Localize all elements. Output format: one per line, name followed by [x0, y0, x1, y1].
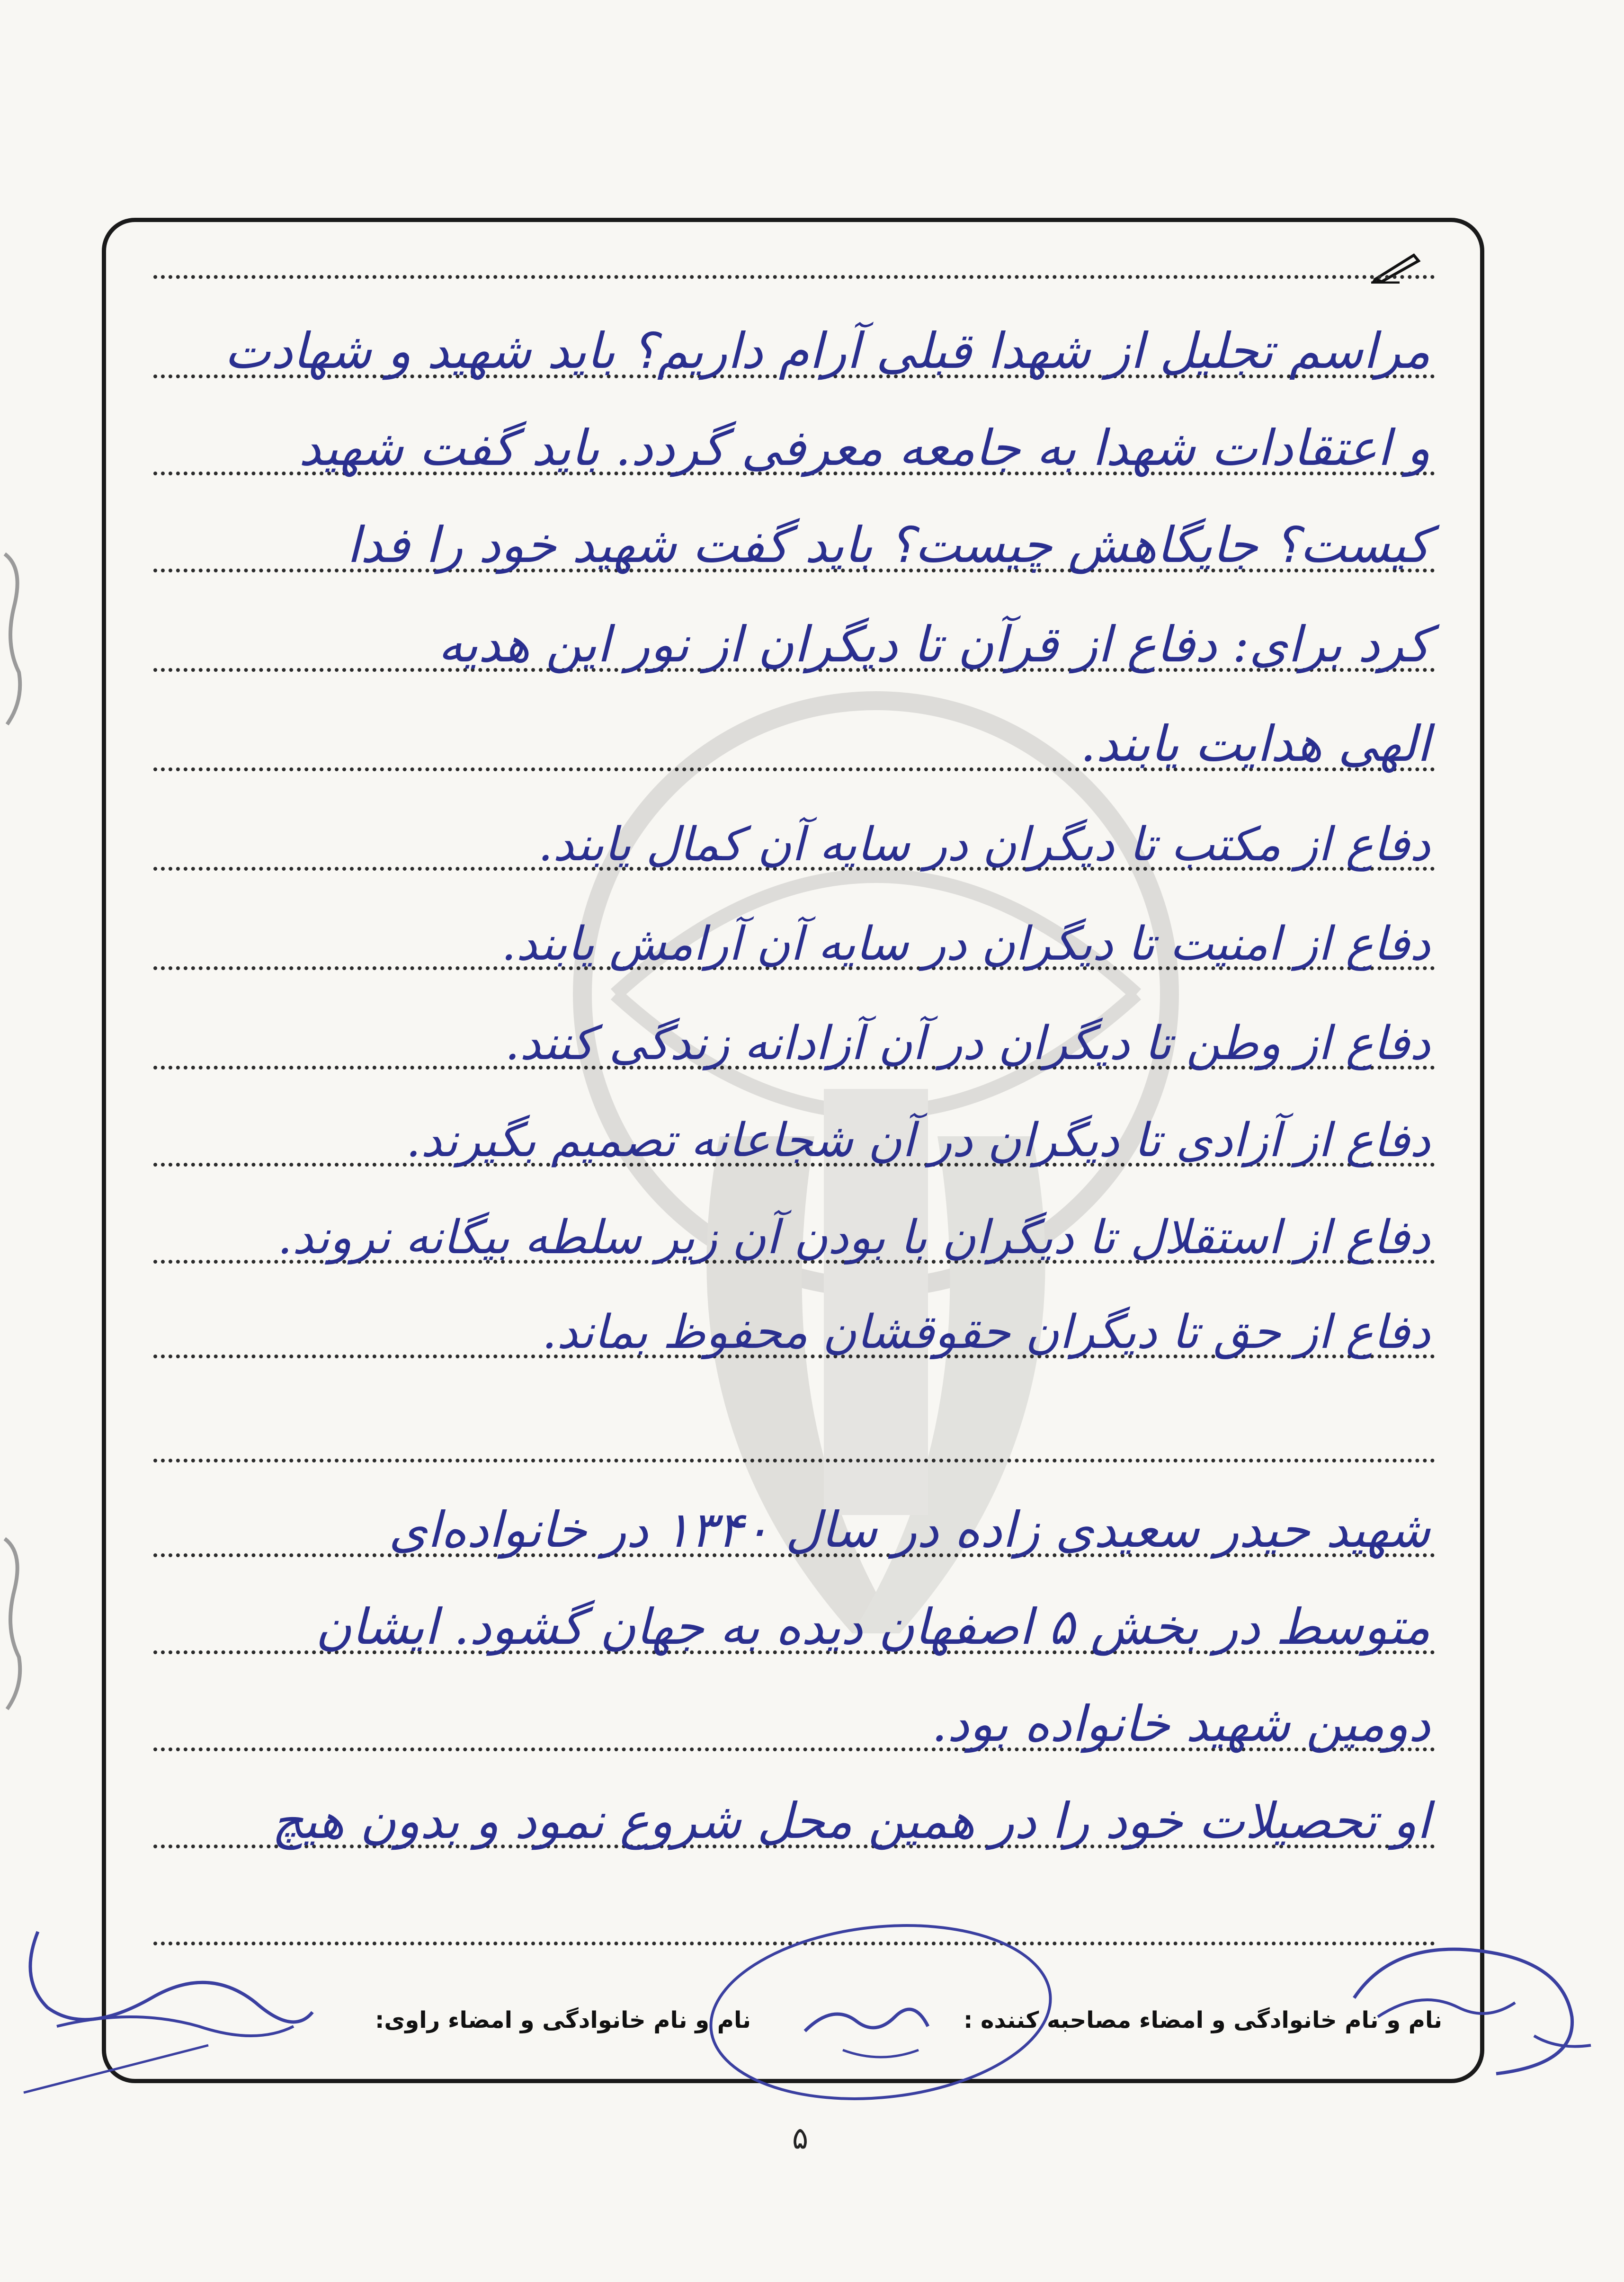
handwritten-text: دفاع از استقلال تا دیگران با بودن آن زیر سلطه بیگانه نروند.: [277, 1211, 1430, 1265]
narrator-signature-label: نام و نام خانوادگی و امضاء راوی:: [375, 2007, 751, 2033]
handwritten-text: کیست؟ جایگاهش چیست؟ باید گفت شهید خود را فدا: [347, 516, 1430, 574]
ruled-line-14: [153, 1501, 1435, 1559]
ruled-line-6: [153, 715, 1435, 773]
interviewer-signature: [1335, 1894, 1600, 2093]
ruled-line-9: [153, 1016, 1435, 1070]
page-number: ۵: [792, 2121, 809, 2156]
dotted-rule: [153, 1459, 1435, 1462]
ruled-line-1: [153, 250, 1435, 279]
narrator-oval-signature: [682, 1908, 1080, 2116]
ruled-line-17: [153, 1792, 1435, 1850]
handwritten-text: او تحصیلات خود را در همین محل شروع نمود و بدون هیچ: [271, 1792, 1430, 1850]
ruled-line-5: [153, 615, 1435, 673]
staple-icon: [0, 1534, 28, 1714]
handwritten-text: دفاع از حق تا دیگران حقوقشان محفوظ بماند.: [542, 1305, 1430, 1359]
handwritten-text: شهید حیدر سعیدی زاده در سال ۱۳۴۰ در خانواده‌ای: [388, 1501, 1430, 1559]
ruled-line-3: [153, 419, 1435, 477]
ruled-line-16: [153, 1695, 1435, 1753]
handwritten-text: الهی هدایت یابند.: [1080, 715, 1430, 773]
ruled-line-15: [153, 1598, 1435, 1656]
handwritten-text: دفاع از آزادی تا دیگران در آن شجاعانه تصمیم بگیرند.: [406, 1114, 1430, 1168]
page-frame: [102, 218, 1484, 2083]
ruled-line-8: [153, 917, 1435, 971]
handwritten-text: مراسم تجلیل از شهدا قبلی آرام داریم؟ باید شهید و شهادت: [224, 322, 1430, 380]
handwritten-text: متوسط در بخش ۵ اصفهان دیده به جهان گشود. ایشان: [315, 1598, 1430, 1656]
ruled-line-13: [153, 1434, 1435, 1462]
ruled-line-4: [153, 516, 1435, 574]
handwritten-text: دفاع از مکتب تا دیگران در سایه آن کمال یابند.: [538, 818, 1430, 872]
handwritten-text: دفاع از امنیت تا دیگران در سایه آن آرامش یابند.: [501, 917, 1430, 971]
ruled-line-12: [153, 1305, 1435, 1359]
narrator-signature: [9, 1903, 331, 2112]
handwritten-text: دومین شهید خانواده بود.: [931, 1695, 1430, 1753]
handwritten-text: و اعتقادات شهدا به جامعه معرفی گردد. باید گفت شهید: [298, 419, 1430, 477]
ruled-line-2: [153, 322, 1435, 380]
ruled-line-10: [153, 1114, 1435, 1168]
staple-icon: [0, 549, 28, 729]
dotted-rule: [153, 275, 1435, 279]
handwritten-text: دفاع از وطن تا دیگران در آن آزادانه زندگی کنند.: [505, 1016, 1430, 1070]
interviewer-signature-label: نام و نام خانوادگی و امضاء مصاحبه کننده :: [964, 2007, 1442, 2033]
ruled-line-7: [153, 818, 1435, 872]
ruled-line-11: [153, 1211, 1435, 1265]
handwritten-text: کرد برای: دفاع از قرآن تا دیگران از نور این هدیه: [438, 615, 1430, 673]
